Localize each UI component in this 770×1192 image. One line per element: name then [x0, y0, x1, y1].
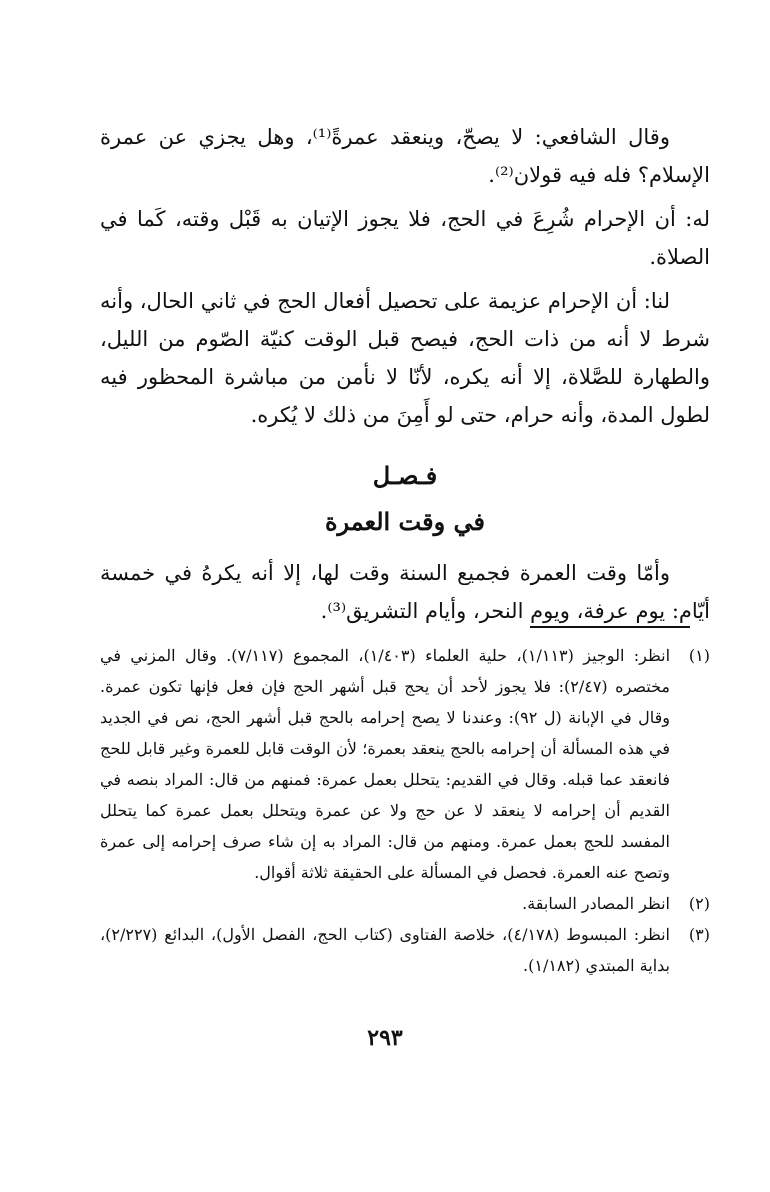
paragraph-our-argument: لنا: أن الإحرام عزيمة على تحصيل أفعال الحج في ثاني الحال، وأنه شرط لا أنه من ذات الحج، فيصح قبل الوقت كنيّة الصّوم من الليل، والطهارة للصَّلاة، إلا أنه يكره، لأنّا لا نأمن من مباشرة المحظور فيه لطول المدة، وأنه حرام، حتى لو أَمِنَ من ذلك لا يُكره. — [100, 289, 710, 427]
footnote-text: انظر: المبسوط (٤/١٧٨)، خلاصة الفتاوى (كتاب الحج، الفصل الأول)، البدائع (٢/٢٢٧)، بداية المبتدي (١/١٨٢). — [100, 925, 671, 975]
paragraph-umrah-time: وأمّا وقت العمرة فجميع السنة وقت لها، إلا أنه يكرهُ في خمسة أيّام: يوم عرفة، ويوم النحر، وأيام التشريق⁽³⁾. — [100, 561, 710, 623]
footnote-separator — [530, 626, 690, 628]
section-label: فـصـل — [372, 461, 438, 490]
page-number: ٢٩٣ — [367, 1025, 403, 1051]
footnote-text: انظر المصادر السابقة. — [522, 894, 670, 913]
footnote — [100, 888, 710, 919]
footnote — [100, 919, 710, 981]
footnote-text: انظر: الوجيز (١/١١٣)، حلية العلماء (١/٤٠٣)، المجموع (٧/١١٧). وقال المزني في مختصره (٢/٤٧): فلا يجوز لأحد أن يحج قبل أشهر الحج فإن فعل فإنها تكون عمرة. وقال في الإبانة (ل ٩٢): وعندنا لا يصح إحرامه بالحج قبل أشهر الحج، نص في الجديد في هذه المسألة أن إحرامه بالحج ينعقد بعمرة؛ لأن الوقت قابل للعمرة وغير قابل للحج فانعقد عما قبله. وقال في القديم: يتحلل بعمل عمرة: فمنهم من قال: المراد بنصه في القديم أن إحرامه لا ينعقد لا عن حج ولا عن عمرة ويتحلل بعمل عمرة كما يتحلل المفسد للحج بعمل عمرة. ومنهم من قال: المراد به إن شاء صرف إحرامه إلى عمرة وتصح عنه العمرة. فحصل في المسألة على الحقيقة ثلاثة أقوال. — [100, 646, 671, 882]
footnote-number: (١) — [688, 646, 710, 665]
footnote-number: (٢) — [688, 894, 710, 913]
section-heading — [100, 456, 710, 542]
paragraph-opponent-argument: له: أن الإحرام شُرِعَ في الحج، فلا يجوز الإتيان به قَبْل وقته، كَما في الصلاة. — [100, 207, 710, 269]
footnote — [100, 640, 710, 888]
main-text — [100, 118, 710, 636]
paragraph-shafii: وقال الشافعي: لا يصحّ، وينعقد عمرةً⁽¹⁾، وهل يجزي عن عمرة الإسلام؟ فله فيه قولان⁽²⁾. — [100, 125, 710, 187]
footnote-number: (٣) — [688, 925, 710, 944]
footnotes — [100, 640, 710, 981]
section-title: في وقت العمرة — [324, 507, 486, 536]
